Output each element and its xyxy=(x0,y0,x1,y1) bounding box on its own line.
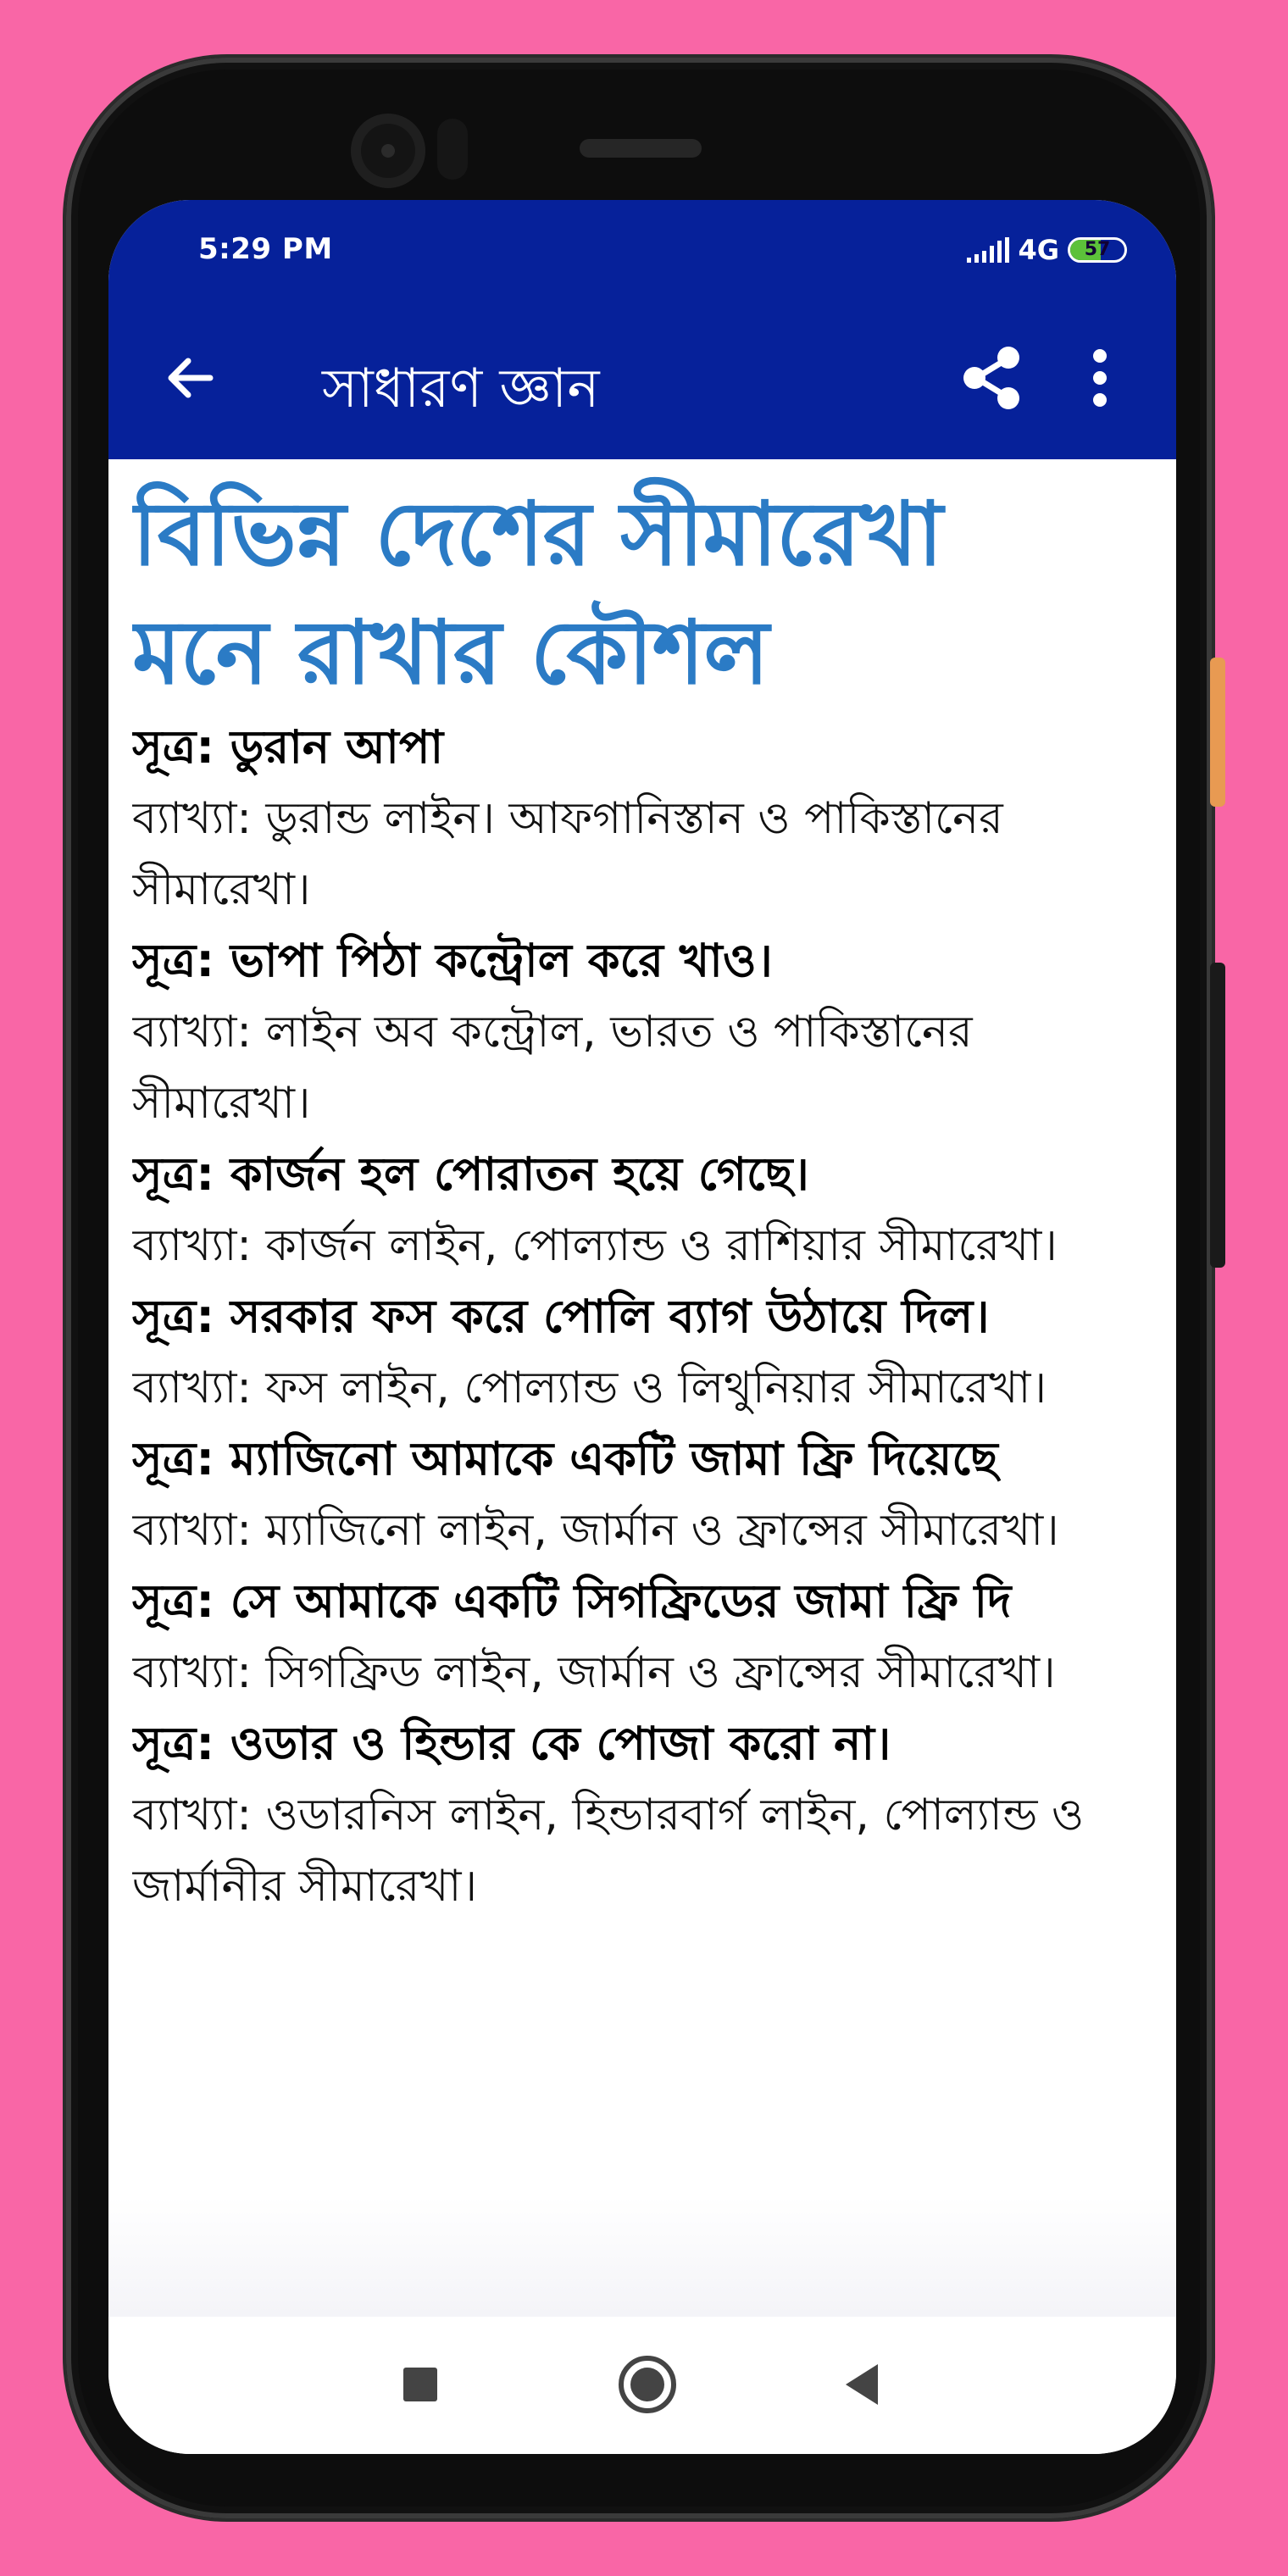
app-title: সাধারণ জ্ঞান xyxy=(322,358,600,420)
entry-explanation: ব্যাখ্যা: কার্জন লাইন, পোল্যান্ড ও রাশিয়ার সীমারেখা। xyxy=(132,1220,1058,1271)
entry-item xyxy=(132,1708,1176,1922)
entry-explanation: ব্যাখ্যা: ফস লাইন, পোল্যান্ড ও লিথুনিয়ার সীমারেখা। xyxy=(132,1363,1047,1413)
triangle-back-icon[interactable] xyxy=(846,2364,878,2405)
power-button xyxy=(1210,963,1225,1268)
entry-sutra: সূত্র: ম্যাজিনো আমাকে একটি জামা ফ্রি দিয়েছে xyxy=(132,1432,998,1485)
earpiece-speaker xyxy=(580,139,702,158)
entry-sutra: সূত্র: কার্জন হল পোরাতন হয়ে গেছে। xyxy=(132,1147,809,1201)
entry-explanation: ব্যাখ্যা: ওডারনিস লাইন, হিন্ডারবার্গ লাইন, পোল্যান্ড ও জার্মানীর সীমারেখা। xyxy=(132,1790,1085,1912)
status-bar xyxy=(108,200,1176,298)
front-camera xyxy=(351,114,425,188)
phone-screen xyxy=(108,200,1176,2454)
entry-sutra: সূত্র: সে আমাকে একটি সিগফ্রিডের জামা ফ্রি দি xyxy=(132,1574,1012,1628)
entry-explanation: ব্যাখ্যা: ম্যাজিনো লাইন, জার্মান ও ফ্রান্সের সীমারেখা। xyxy=(132,1505,1059,1556)
square-icon[interactable] xyxy=(403,2368,437,2401)
entry-item xyxy=(132,1566,1176,1708)
entry-item xyxy=(132,1139,1176,1281)
entry-item xyxy=(132,712,1176,925)
signal-icon xyxy=(967,237,1009,263)
camera-sensor xyxy=(437,119,468,180)
entry-sutra: সূত্র: ডুরান আপা xyxy=(132,720,444,774)
entry-explanation: ব্যাখ্যা: ডুরান্ড লাইন। আফগানিস্তান ও পাকিস্তানের সীমারেখা। xyxy=(132,793,1003,915)
bottom-fade xyxy=(108,2196,1176,2317)
article-content[interactable] xyxy=(132,475,1176,2398)
article-heading: বিভিন্ন দেশের সীমারেখা মনে রাখার কৌশল xyxy=(132,482,942,704)
network-type: 4G xyxy=(1018,234,1059,266)
battery-icon xyxy=(1068,237,1127,263)
entry-item xyxy=(132,925,1176,1139)
entry-explanation: ব্যাখ্যা: লাইন অব কন্ট্রোল, ভারত ও পাকিস্তানের সীমারেখা। xyxy=(132,1007,973,1129)
circle-icon[interactable] xyxy=(619,2356,676,2413)
status-time: 5:29 PM xyxy=(198,232,333,266)
app-bar xyxy=(108,298,1176,459)
share-icon xyxy=(952,339,1030,417)
arrow-left-icon xyxy=(158,344,225,412)
more-vert-icon xyxy=(1074,339,1125,417)
status-indicators xyxy=(967,234,1127,266)
system-nav-bar xyxy=(108,2317,1176,2454)
entry-sutra: সূত্র: ভাপা পিঠা কন্ট্রোল করে খাও। xyxy=(132,934,773,987)
back-button[interactable] xyxy=(158,344,225,412)
more-options-button[interactable] xyxy=(1074,339,1125,417)
entry-item xyxy=(132,1281,1176,1424)
battery-percent: 57 xyxy=(1084,239,1111,260)
share-button[interactable] xyxy=(952,339,1030,417)
entry-sutra: সূত্র: ওডার ও হিন্ডার কে পোজা করো না। xyxy=(132,1717,891,1770)
volume-button xyxy=(1210,658,1225,807)
entry-sutra: সূত্র: সরকার ফস করে পোলি ব্যাগ উঠায়ে দিল। xyxy=(132,1290,990,1343)
entry-explanation: ব্যাখ্যা: সিগফ্রিড লাইন, জার্মান ও ফ্রান্সের সীমারেখা। xyxy=(132,1647,1056,1698)
entry-item xyxy=(132,1424,1176,1566)
